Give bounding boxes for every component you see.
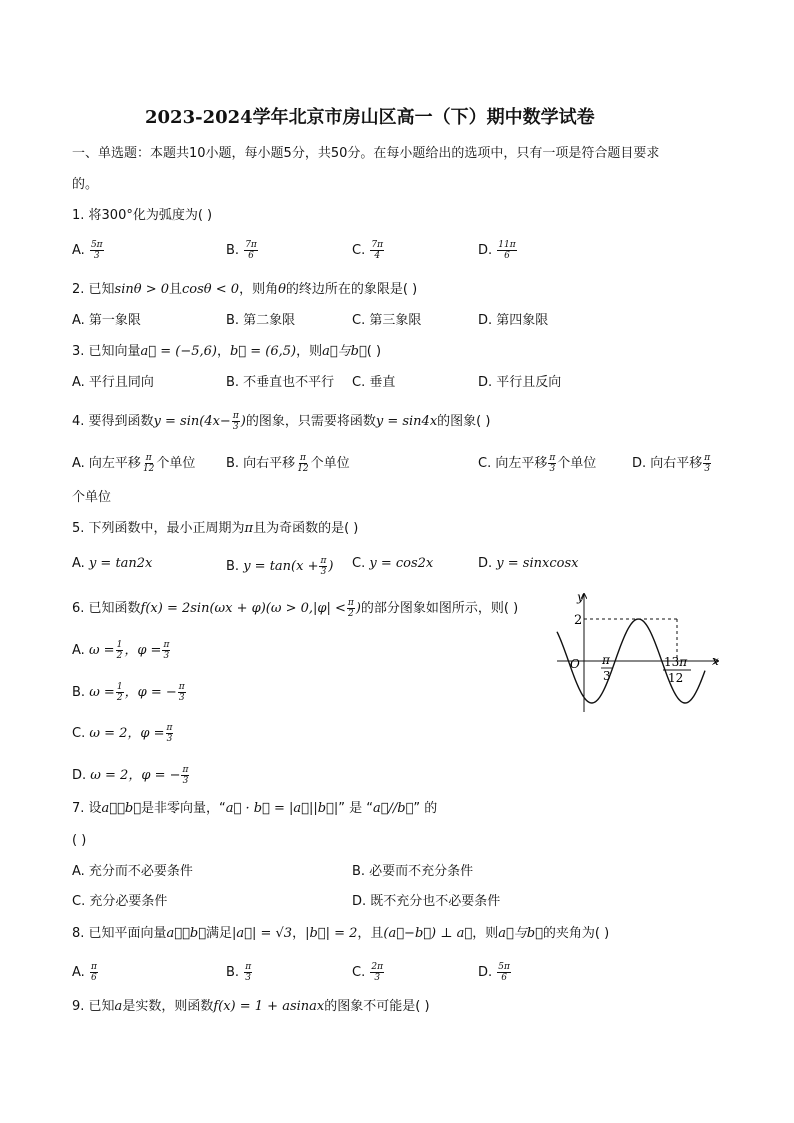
origin-label: O [570, 657, 580, 671]
q8-option-a: A. $\frac{\pi}{6}$ [72, 962, 97, 983]
q7-option-a: A. 充分而不必要条件 [72, 864, 193, 879]
q7-option-d: D. 既不充分也不必要条件 [352, 894, 501, 909]
q7-stem: 7. 设a⃗，b⃗是非零向量，“a⃗ · b⃗ = |a⃗||b⃗|” 是 “a⃗//b⃗” 的 [72, 801, 438, 816]
q7-paren: ( ) [72, 833, 87, 848]
q7-option-b: B. 必要而不充分条件 [352, 864, 474, 879]
q2-option-c: C. 第三象限 [352, 313, 422, 328]
q2-option-a: A. 第一象限 [72, 313, 141, 328]
q1-option-d: D. $\frac{11\pi}{6}$ [478, 240, 516, 261]
q3-option-a: A. 平行且同向 [72, 375, 154, 390]
q3-option-b: B. 不垂直也不平行 [226, 375, 335, 390]
q5-option-d: D. y = sinxcosx [478, 556, 579, 571]
max-value-label: 2 [574, 613, 583, 628]
thirteen-pi-den: 12 [668, 671, 684, 685]
section-heading-cont: 的。 [72, 177, 99, 192]
q8-option-c: C. $\frac{2\pi}{3}$ [352, 962, 384, 983]
pi-over-3-num: π [602, 653, 610, 667]
q1-option-a: A. $\frac{5\pi}{3}$ [72, 240, 103, 261]
q4-option-d: D. 向右平移 $\frac{\pi}{3}$ [632, 453, 711, 474]
q4-option-a: A. 向左平移 $\frac{\pi}{12}$ 个单位 [72, 453, 196, 474]
q6-graph [555, 588, 725, 718]
q3-stem: 3. 已知向量a⃗ = (−5,6)，b⃗ = (6,5)，则a⃗与b⃗( ) [72, 344, 382, 359]
q5-option-a: A. y = tan2x [72, 556, 153, 571]
q6-stem: 6. 已知函数f(x) = 2sin(ωx + φ)(ω > 0,|φ| < $\frac{\pi}{2}$ )的部分图象如图所示，则( ) [72, 598, 519, 619]
q8-option-b: B. $\frac{\pi}{3}$ [226, 962, 252, 983]
pi-over-3-den: 3 [603, 669, 611, 683]
y-axis-label: y [577, 590, 584, 604]
q8-option-d: D. $\frac{5\pi}{6}$ [478, 962, 510, 983]
q1-option-b: B. $\frac{7\pi}{6}$ [226, 240, 257, 261]
q4-stem: 4. 要得到函数y = sin(4x− $\frac{\pi}{3}$ )的图象，只需要将函数y = sin4x的图象( ) [72, 411, 491, 432]
q1-stem: 1. 将300°化为弧度为( ) [72, 208, 213, 223]
q2-option-b: B. 第二象限 [226, 313, 296, 328]
q2-stem: 2. 已知sinθ > 0且cosθ < 0，则角θ的终边所在的象限是( ) [72, 282, 418, 297]
q6-option-b: B. ω = $\frac{1}{2}$ ，φ = − $\frac{\pi}{3}$ [72, 682, 185, 703]
q6-option-c: C. ω = 2，φ = $\frac{\pi}{3}$ [72, 723, 173, 744]
q3-option-d: D. 平行且反向 [478, 375, 562, 390]
q6-option-a: A. ω = $\frac{1}{2}$ ，φ = $\frac{\pi}{3}$ [72, 640, 170, 661]
q1-option-c: C. $\frac{7\pi}{4}$ [352, 240, 384, 261]
q5-option-b: B. y = tan(x + $\frac{\pi}{3}$ ) [226, 556, 334, 577]
q4-option-b: B. 向右平移 $\frac{\pi}{12}$ 个单位 [226, 453, 350, 474]
q4-option-c: C. 向左平移 $\frac{\pi}{3}$ 个单位 [478, 453, 597, 474]
x-axis-label: x [712, 654, 719, 668]
q8-stem: 8. 已知平面向量a⃗，b⃗满足|a⃗| = √3，|b⃗| = 2，且(a⃗−b⃗) ⊥ a⃗，则a⃗与b⃗的夹角为( ) [72, 926, 610, 941]
q2-option-d: D. 第四象限 [478, 313, 549, 328]
q7-option-c: C. 充分必要条件 [72, 894, 168, 909]
q5-option-c: C. y = cos2x [352, 556, 434, 571]
q6-option-d: D. ω = 2，φ = − $\frac{\pi}{3}$ [72, 765, 189, 786]
thirteen-pi-num: 13π [664, 655, 688, 669]
q4-option-d-cont: 个单位 [72, 490, 112, 505]
q9-stem: 9. 已知a是实数，则函数f(x) = 1 + asinax的图象不可能是( ) [72, 999, 430, 1014]
q3-option-c: C. 垂直 [352, 375, 396, 390]
page-title: 2023-2024学年北京市房山区高一（下）期中数学试卷 [145, 107, 595, 128]
q5-stem: 5. 下列函数中，最小正周期为π且为奇函数的是( ) [72, 521, 359, 536]
section-heading: 一、单选题：本题共10小题，每小题5分，共50分。在每小题给出的选项中，只有一项是符合题目要求 [72, 146, 660, 161]
